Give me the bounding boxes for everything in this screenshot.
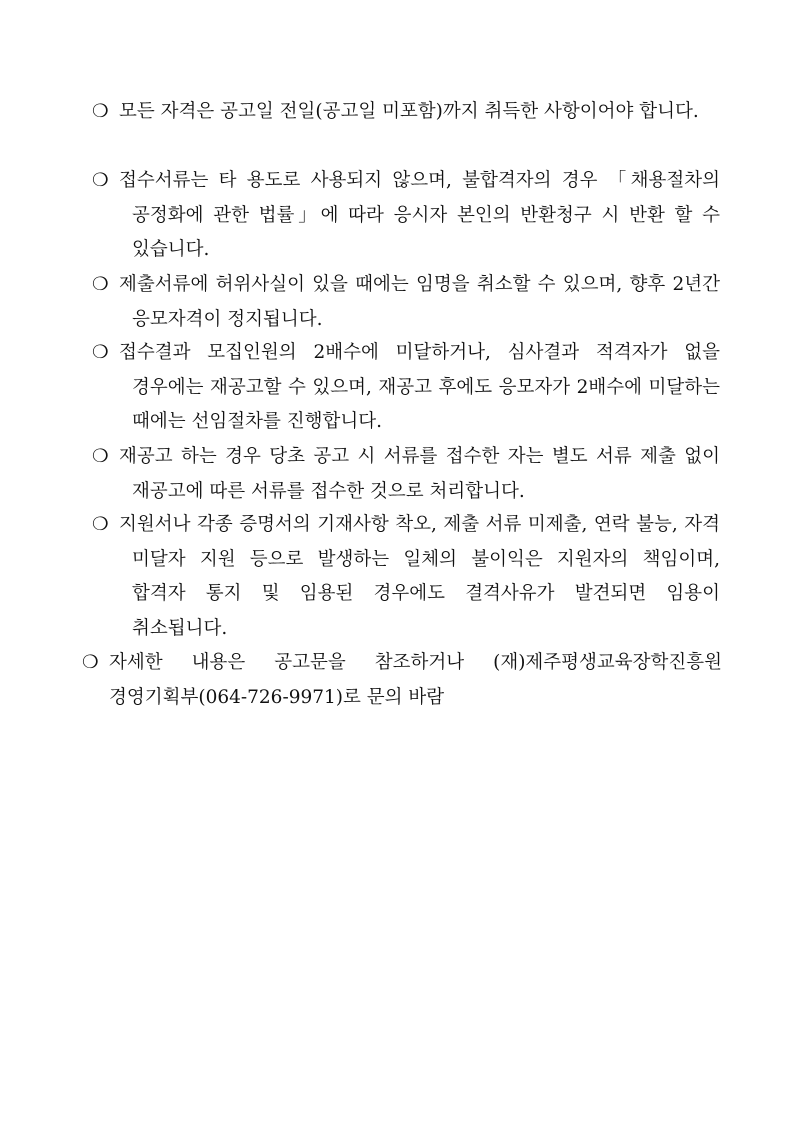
notice-item-text: 접수서류는 타 용도로 사용되지 않으며, 불합격자의 경우 「채용절차의 공정화에 관한 법률」에 따라 응시자 본인의 반환청구 시 반환 할 수 있습니다. <box>119 170 720 260</box>
bullet-icon: ❍ <box>92 274 109 295</box>
bullet-icon: ❍ <box>92 342 109 363</box>
contact-notice-text: 자세한 내용은 공고문을 참조하거나 (재)제주평생교육장학진흥원 경영기획부(064-726-9971)로 문의 바람 <box>109 652 722 708</box>
contact-notice <box>82 646 722 715</box>
bullet-icon: ❍ <box>92 446 109 467</box>
notice-item-text: 지원서나 각종 증명서의 기재사항 착오, 제출 서류 미제출, 연락 불능, 자격 미달자 지원 등으로 발생하는 일체의 불이익은 지원자의 책임이며, 합격자 통지 및 임용된 경우에도 결격사유가 발견되면 임용이 취소됩니다. <box>119 514 720 639</box>
bullet-icon: ❍ <box>92 101 109 122</box>
notice-item <box>92 508 720 646</box>
bullet-icon: ❍ <box>92 170 109 191</box>
notice-item <box>92 164 720 268</box>
notice-item <box>92 440 720 509</box>
notice-item-text: 모든 자격은 공고일 전일(공고일 미포함)까지 취득한 사항이어야 합니다. <box>119 101 699 122</box>
notice-item <box>92 336 720 440</box>
notice-item-text: 재공고 하는 경우 당초 공고 시 서류를 접수한 자는 별도 서류 제출 없이 재공고에 따른 서류를 접수한 것으로 처리합니다. <box>119 446 720 502</box>
notice-item-text: 접수결과 모집인원의 2배수에 미달하거나, 심사결과 적격자가 없을 경우에는 재공고할 수 있으며, 재공고 후에도 응모자가 2배수에 미달하는 때에는 선임절차를 진행합니다. <box>119 342 720 432</box>
bullet-icon: ❍ <box>82 652 99 673</box>
bullet-icon: ❍ <box>92 514 109 535</box>
notice-item <box>92 268 720 337</box>
notice-item <box>92 95 720 130</box>
notice-item-text: 제출서류에 허위사실이 있을 때에는 임명을 취소할 수 있으며, 향후 2년간 응모자격이 정지됩니다. <box>119 274 720 330</box>
